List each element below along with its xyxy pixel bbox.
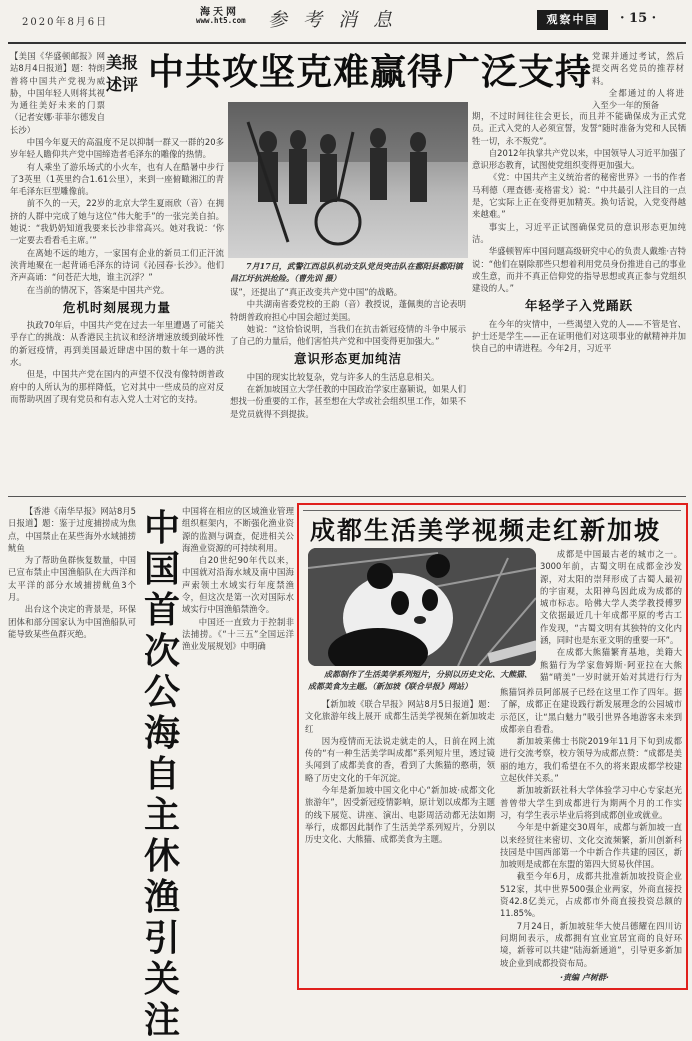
paragraph: 为了帮助鱼群恢复数量，中国已宣布禁止中国渔船队在大西洋和太平洋的部分水域捕捞鱿鱼3个月。	[8, 555, 136, 603]
paragraph: 在当前的情况下，答案是中国共产党。	[26, 284, 170, 295]
flood-photo	[228, 102, 468, 258]
paragraph: 有人乘坐了游乐场式的小火车，也有人在酷暑中步行了3英里（1英里约合1.61公里），来到一座俯瞰湘江的青年毛泽东巨型雕像前。	[10, 161, 224, 197]
paragraph: 中国将在相应的区域渔业管理组织框架内，不断强化渔业资源的监测与调查，促进相关公海渔业资源的可持续利用。	[182, 506, 294, 553]
page-number: · 15 ·	[620, 11, 657, 26]
masthead-logo: 参考消息	[268, 9, 409, 31]
chengdu-lead: 【新加坡《联合早报》网站8月5日报道】题：文化旅游年线上展开 成都生活美学视频在新加坡走红	[305, 699, 495, 734]
fishing-col2	[182, 505, 294, 990]
paragraph: 今年是新加坡中国文化中心“新加坡·成都文化旅游年”，因受新冠疫情影响，原计划以成都为主题的线下展览、讲座、演出、电影周活动都无法如期举行，成都因此制作了生活美学系列短片，分别以历史文化、大熊猫、成都美食为主题。	[305, 785, 495, 845]
flood-photo-caption: 7月17日，武警江西总队机动支队党员突击队在鄱阳县鄱阳镇昌江圩抗洪抢险。（曹先训 摄）	[230, 261, 463, 283]
chengdu-col1	[305, 698, 495, 986]
subheading: 危机时刻展现力量	[62, 299, 171, 315]
paragraph: 执政70年后，中国共产党在过去一年里遭遇了可能关乎存亡的挑战：从香港民主抗议和经济增速放缓到破坏性的新冠疫情，再到美国最近肆虐中国的数十年一遇的洪水。	[10, 320, 224, 368]
top-col3-head	[592, 50, 684, 110]
paragraph: 在新加坡国立大学任教的中国政治学家庄嘉颖说，如果人们想找一份重要的工作，甚至想在大学或社会组织里工作，如果不是党员就得不到提拔。	[230, 384, 466, 419]
flood-rescue-image	[228, 102, 468, 258]
chengdu-col2	[500, 686, 682, 970]
paragraph: 成都是中国最古老的城市之一。3000年前，古蜀文明在成都金沙发源，对太阳的崇拜形成了古蜀人最初的宇宙观，太阳神鸟因此成为成都的城市标志。哈佛大学人类学教授傅罗文依据最近几十年成都平原的考古工作发现，“古蜀文明有其独特的文化内涵，同时也是东亚文明的重要一环”。	[540, 549, 682, 646]
section-divider	[8, 496, 686, 497]
paragraph: 自20世纪90年代以来，中国就对沿海水域及南中国海声索领土水域实行年度禁渔令，但这次是第一次对国际水域实行中国渔船禁渔令。	[182, 555, 294, 615]
site-url: www.ht5.com	[196, 16, 246, 25]
paragraph: 她说：“这恰恰说明，当我们在抗击新冠疫情的斗争中展示了自己的力量后，他们害怕共产党和中国变得更加强大。”	[230, 323, 466, 347]
paragraph: 华盛顿智库中国问题高级研究中心的负责人戴维·吉特说：“他们在剔除那些只想着利用党员身份推进自己的事业或生意，而并不真正信仰党的指导思想或真正参与党组织建设的人。”	[472, 246, 686, 294]
header-rule	[8, 42, 686, 44]
subheading: 意识形态更加纯洁	[293, 351, 402, 367]
top-col2	[230, 286, 466, 491]
panda-photo	[308, 548, 536, 666]
site-name: 海天网	[200, 7, 239, 18]
section-badge: 观察中国	[537, 10, 608, 30]
paragraph: 但是，中国共产党在国内的声望不仅没有像特朗普政府中的人所认为的那样降低，它对其中一些成员的应对反而帮助巩固了现有党员和有志入党人士对它的支持。	[10, 369, 224, 404]
paragraph: 中共湖南省委党校的王韵（音）教授说，蓬佩奥的言论表明特朗普政府担心中国会超过美国。	[230, 299, 466, 322]
paragraph: 在今年的灾情中，一些渴望入党的人——不管是官、护士还是学生——正在证明他们对这项事业的献精神并加快自己的申请进程。今年2月，习近平	[472, 318, 686, 354]
headline-rule	[303, 510, 681, 511]
paragraph: 7月24日，新加坡驻华大使吕德耀在四川访问期间表示，成都拥有宜业宜居宜商的良好环境，新蓉可以共建“陆海新通道”，引导更多新加坡企业到成都投资布局。	[500, 920, 682, 968]
chengdu-side-col	[540, 548, 682, 684]
paragraph: 因为疫情而无法说走就走的人，日前在网上流传的“有一种生活美学叫成都”系列短片里，透过镜头闻到了成都美食的香，看到了大熊猫的憨萌，领略了历史文化的千年沉淀。	[305, 735, 495, 783]
paragraph: 出台这个决定的背景是，环保团体和部分国家认为中国渔船队可能导致某些鱼群灭绝。	[8, 604, 136, 639]
paragraph: 全都通过的人将进入至少一年的预备	[592, 87, 684, 110]
top-col3	[472, 110, 686, 492]
paragraph: 中国今年夏天的高温度不足以抑制一群又一群的20多岁年轻人瞻仰共产党中国缔造者毛泽东的雕像的热情。	[10, 137, 224, 160]
paragraph: 期，不过时间往往会更长，而且并不能确保成为正式党员。正式入党的人必须宣誓，发誓“随时准备为党和人民牺牲一切，永不叛党”。	[472, 111, 686, 146]
panda-photo-caption: 成都制作了生活美学系列短片，分别以历史文化、大熊猫、成都美食为主题。（新加坡《联合早报》网站）	[308, 669, 532, 691]
paragraph: 熊猫饲养员阿部展子已经在这里工作了四年。据了解，成都正在建设践行新发展理念的公园城市示范区，让“黑白魅力”吸引世界各地游客未来到成都亲自看看。	[500, 687, 682, 734]
paragraph: 党课并通过考试，然后提交两名党员的推荐材料。	[592, 51, 684, 86]
paragraph: 在离她不远的地方，一家国有企业的新员工们正汗流浃背地聚在一起背诵毛泽东的诗词《沁园春·长沙》。他们齐声高诵：“问苍茫大地，谁主沉浮？”	[10, 247, 224, 283]
fishing-col1	[8, 505, 136, 990]
paragraph: 新加坡莱佛士书院2019年11月下旬到成都进行交流考察，校方领导为成都点赞：“成都是美丽的地方，我们希望在不久的将来跟成都学校建立起伙伴关系。”	[500, 736, 682, 784]
top-col1	[10, 136, 224, 491]
fishing-headline: 中国首次公海自主休渔引关注	[143, 507, 180, 1041]
panda-image	[308, 548, 536, 666]
paragraph: 事实上，习近平正试图确保党员的意识形态更加纯洁。	[472, 221, 686, 244]
chengdu-headline: 成都生活美学视频走红新加坡	[310, 516, 662, 545]
top-lead: 【美国《华盛顿邮报》网站8月4日报道】题：特朗普将中国共产党视为威胁，中国年轻人则将其视为通往美好未来的门票（记者安娜·菲菲尔德发自长沙）	[10, 51, 105, 135]
fishing-lead: 【香港《南华早报》网站8月5日报道】题：鉴于过度捕捞成为焦点，中国禁止在某些海外水域捕捞鱿鱼	[8, 506, 136, 553]
top-headline: 中共攻坚克难赢得广泛支持	[148, 52, 593, 93]
editor-credit: ·责编 卢树群·	[560, 973, 609, 982]
paragraph: 截至今年6月，成都共批准新加坡投资企业512家，其中世界500强企业两家，外商直接投资42.8亿美元，占成都市外商直接投资总额的11.85%。	[500, 871, 682, 919]
paragraph: 新加坡新跃社科大学体验学习中心专家赵光普曾带大学生到成都进行为期两个月的工作实习，有学生表示毕业后将到成都创业或就业。	[500, 785, 682, 820]
paragraph: 今年是中新建交30周年，成都与新加坡一直以来经贸往来密切、文化交流频繁，新川创新科技园是中国西部第一个中新合作共建的园区，新加坡则是成都在东盟的第四大贸易伙伴国。	[500, 822, 682, 870]
paragraph: 中国的现实比较复杂，党与许多人的生活息息相关。	[246, 371, 440, 382]
paragraph: 《党：中国共产主义统治者的秘密世界》一书的作者马利德（理查德·麦格雷戈）说：“中共最引人注目的一点是，它实际上正在变得更加精英。换句话说，入党变得越来越难。”	[472, 172, 686, 220]
paragraph: 前不久的一天，22岁的北京大学生夏雨欣（音）在拥挤的人群中完成了她与这位“伟大舵手”的一张完美自拍。她说：“我奶奶知道我要来长沙非常高兴。她对我说：‘你一定要去看看毛主席。’”	[10, 198, 224, 246]
paragraph: 谋”，还提出了“真正改变共产党中国”的战略。	[230, 287, 403, 297]
page-date: 2020年8月6日	[22, 17, 109, 28]
paragraph: 自2012年执掌共产党以来，中国领导人习近平加强了意识形态教育，试图使党组织变得更加强大。	[472, 147, 686, 171]
paragraph: 中国还一直致力于控制非法捕捞。《“十三五”全国远洋渔业发展规划》中明确	[182, 616, 294, 652]
subheading: 年轻学子入党踊跃	[524, 298, 633, 314]
kicker: 美报述评	[106, 53, 139, 94]
paragraph: 在成都大熊猫繁育基地，美籍大熊猫行为学家詹姆斯·阿亚拉在大熊猫“晴美”一岁时就开始对其进行行为	[540, 647, 682, 682]
